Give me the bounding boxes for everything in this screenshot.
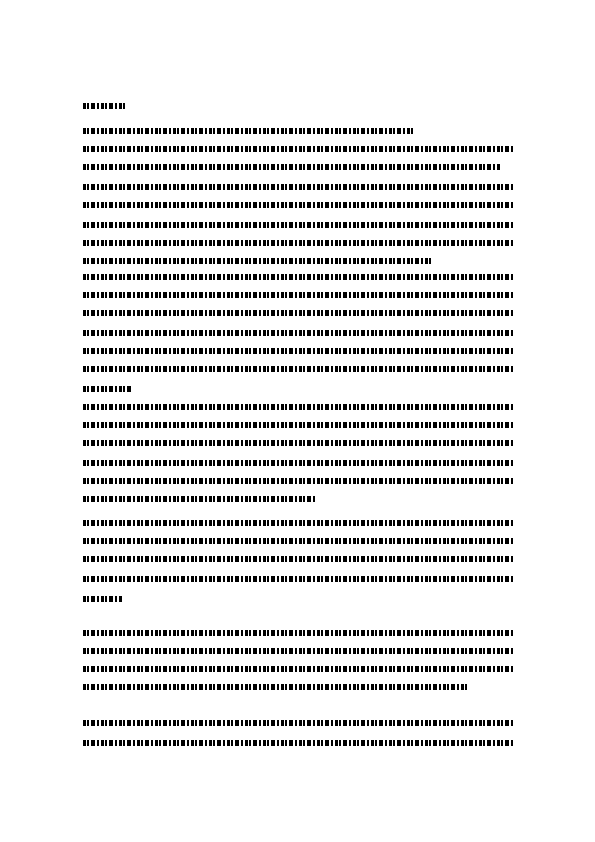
text-line	[83, 274, 513, 280]
text-line	[83, 576, 513, 582]
text-line	[83, 240, 513, 246]
text-line	[83, 146, 513, 152]
text-line	[83, 128, 413, 134]
text-line	[83, 740, 513, 746]
text-line	[83, 496, 317, 502]
text-line	[83, 404, 513, 410]
text-line	[83, 184, 513, 190]
text-line	[83, 520, 513, 526]
text-line	[83, 596, 123, 602]
text-line	[83, 310, 513, 316]
text-line	[83, 330, 513, 336]
text-line	[83, 666, 513, 672]
text-line	[83, 164, 501, 170]
text-line	[83, 258, 433, 264]
text-line	[83, 720, 513, 726]
text-line	[83, 366, 513, 372]
text-line	[83, 478, 513, 484]
text-line	[83, 460, 513, 466]
text-line	[83, 684, 467, 690]
text-line	[83, 348, 513, 354]
text-line	[83, 103, 127, 109]
text-line	[83, 292, 513, 298]
text-line	[83, 386, 131, 392]
text-line	[83, 556, 513, 562]
text-line	[83, 202, 513, 208]
text-line	[83, 222, 513, 228]
text-line	[83, 630, 513, 636]
text-line	[83, 538, 513, 544]
text-line	[83, 440, 513, 446]
text-line	[83, 422, 513, 428]
text-line	[83, 648, 513, 654]
